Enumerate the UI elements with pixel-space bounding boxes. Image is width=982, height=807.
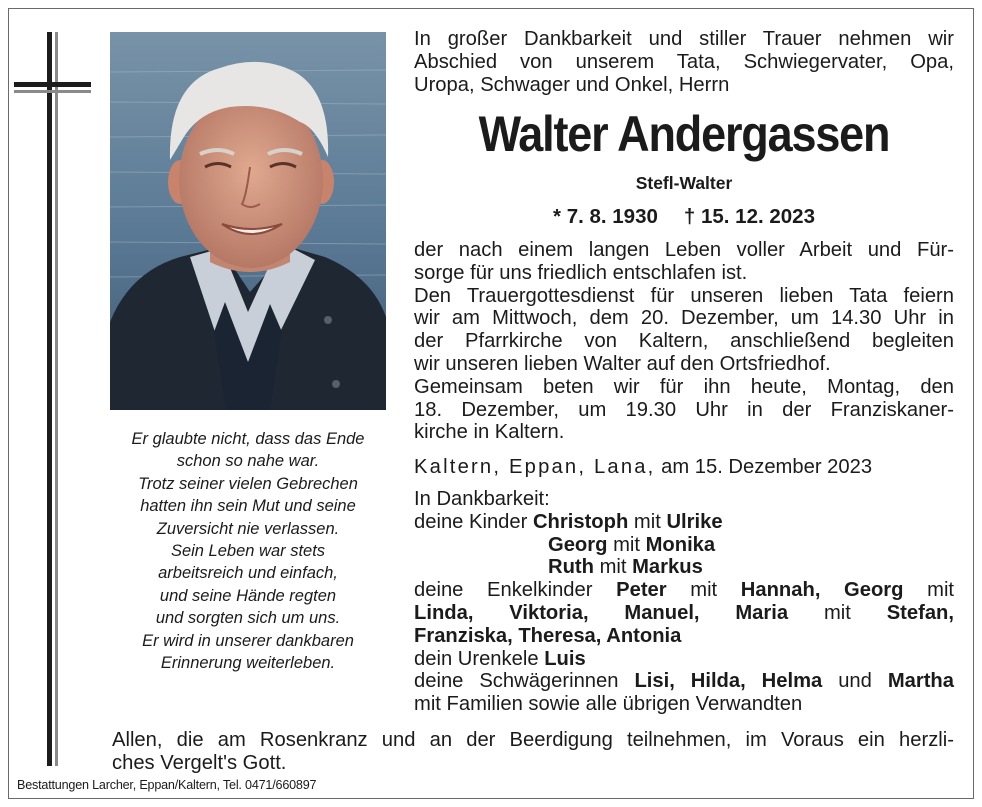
poem-line: Trotz seiner vielen Gebrechen [138,474,358,493]
body-line: Den Trauergottesdienst für unseren lieben Tata feiern [414,284,954,307]
poem-line: hatten ihn sein Mut und seine [140,497,356,516]
body-line: wir am Mittwoch, dem 20. Dezember, um 14.30 Uhr in [414,307,954,330]
poem-line: Erinnerung weiterleben. [160,654,336,673]
poem-line: Er wird in unserer dankbaren [142,631,354,650]
funeral-home-credit: Bestattungen Larcher, Eppan/Kaltern, Tel. 0471/660897 [17,778,317,792]
children-row: Ruth mit Markus [548,556,703,579]
poem-line: Er glaubte nicht, dass das Ende [131,430,365,448]
families-row: mit Familien sowie alle übrigen Verwandten [414,693,803,716]
poem-line: und sorgten sich um uns. [155,609,341,628]
body-line: wir unseren lieben Walter auf den Ortsfriedhof. [414,352,831,375]
thanks-header: In Dankbarkeit: [414,488,550,510]
poem-line: arbeitsreich und einfach, [158,564,338,583]
children-row: deine Kinder Christoph mit Ulrike [414,510,723,533]
notice-date: am 15. Dezember 2023 [661,456,873,478]
intro-text [414,28,954,96]
grandchildren-row: deine Enkelkinder Peter mit Hannah, Georg mit [414,579,955,602]
mourners-list [414,488,954,716]
birth-date: * 7. 8. 1930 [553,205,658,228]
body-line: 18. Dezember, um 19.30 Uhr in der Franziskaner- [414,398,954,421]
portrait-photo [110,32,386,410]
death-date: † 15. 12. 2023 [683,205,815,228]
places: Kaltern, Eppan, Lana, [414,456,656,478]
body-line: sorge für uns friedlich entschlafen ist. [414,261,748,284]
grandchildren-row: Linda, Viktoria, Manuel, Maria mit Stefan, [414,601,954,624]
closing-thanks [112,729,954,775]
intro-line: Abschied von unserem Tata, Schwiegervater, Opa, [414,50,954,73]
life-dates [414,204,954,230]
place-date-line [414,456,954,479]
children-row: Georg mit Monika [548,533,716,556]
poem-line: Zuversicht nie verlassen. [156,519,340,538]
closing-line: Allen, die am Rosenkranz und an der Beerdigung teilnehmen, im Voraus ein herzli- [112,729,954,751]
poem-line: schon so nahe war. [176,452,320,471]
service-details [414,239,954,444]
intro-line: Uropa, Schwager und Onkel, Herrn [414,73,730,96]
greatgrandchild-row: dein Urenkele Luis [414,647,586,670]
deceased-name: Walter Andergassen [478,106,890,162]
body-line: der nach einem langen Leben voller Arbeit und Für- [414,239,954,261]
grandchildren-row: Franziska, Theresa, Antonia [414,624,682,647]
body-line: kirche in Kaltern. [414,421,565,444]
memorial-poem [110,428,386,674]
sisters-in-law-row: deine Schwägerinnen Lisi, Hilda, Helma und Martha [414,670,954,693]
closing-line: ches Vergelt's Gott. [112,751,287,774]
poem-line: Sein Leben war stets [170,542,326,561]
nickname: Stefl-Walter [635,173,733,193]
body-line: Gemeinsam beten wir für ihn heute, Montag, den [414,375,954,398]
poem-line: und seine Hände regten [159,586,337,605]
body-line: der Pfarrkirche von Kaltern, anschließend begleiten [414,330,954,353]
intro-line: In großer Dankbarkeit und stiller Trauer nehmen wir [414,28,954,50]
